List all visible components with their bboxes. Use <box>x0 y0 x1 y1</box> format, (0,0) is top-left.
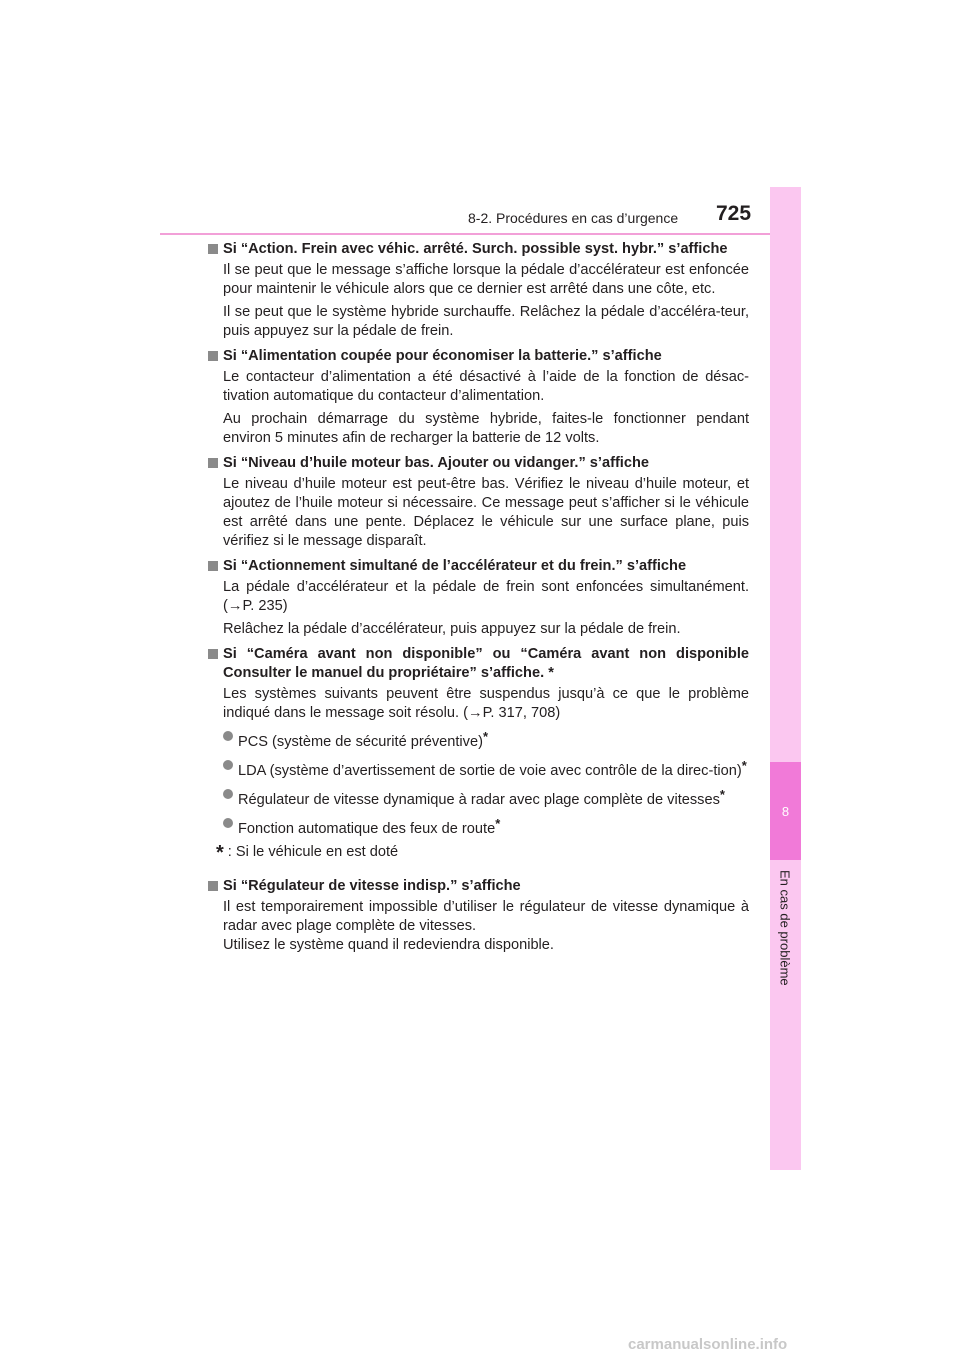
square-bullet-icon <box>208 561 218 571</box>
square-bullet-icon <box>208 244 218 254</box>
paragraph: Il se peut que le système hybride surchauffe. Relâchez la pédale d’accéléra-teur, puis appuyez sur la pédale de frein. <box>223 304 749 339</box>
list-item: LDA (système d’avertissement de sortie de voie avec contrôle de la direc-tion)* <box>238 756 749 781</box>
section-heading: Si “Caméra avant non disponible” ou “Caméra avant non disponible Consulter le manuel du propriétaire” s’affiche. * <box>223 645 749 683</box>
paragraph: La pédale d’accélérateur et la pédale de frein sont enfoncées simultanément. (→P. 235) <box>223 579 749 614</box>
round-bullet-icon <box>223 789 233 799</box>
message-section <box>208 877 749 955</box>
paragraph: Au prochain démarrage du système hybride, faites-le fonctionner pendant environ 5 minutes afin de recharger la batterie de 12 volts. <box>223 411 749 446</box>
message-section <box>208 240 749 341</box>
footnote-star: * <box>216 842 224 864</box>
header-divider <box>160 233 801 235</box>
message-section <box>208 557 749 639</box>
footnote-star: * <box>741 758 747 773</box>
footnote-star: * <box>482 729 489 744</box>
paragraph: Il est temporairement impossible d’utiliser le régulateur de vitesse dynamique à radar avec plage complète de vitesses. <box>223 899 749 934</box>
round-bullet-icon <box>223 731 233 741</box>
message-section <box>208 454 749 551</box>
page-number: 725 <box>716 202 752 225</box>
list-item: Fonction automatique des feux de route* <box>238 814 749 839</box>
section-heading: Si “Régulateur de vitesse indisp.” s’affiche <box>223 877 749 896</box>
round-bullet-icon <box>223 760 233 770</box>
section-heading: Si “Niveau d’huile moteur bas. Ajouter ou vidanger.” s’affiche <box>223 454 749 473</box>
paragraph: Le niveau d’huile moteur est peut-être bas. Vérifiez le niveau d’huile moteur, et ajoutez de l’huile moteur si nécessaire. Ce message peut s’afficher si le véhicule est arrêté dans une pente. Déplacez le véhicule sur une surface plane, puis vérifiez si le message disparaît. <box>223 476 749 549</box>
list-item: Régulateur de vitesse dynamique à radar avec plage complète de vitesses* <box>238 785 749 810</box>
chapter-title-vertical: En cas de problème <box>777 870 793 986</box>
watermark-text: carmanualsonline.info <box>628 1336 788 1353</box>
section-heading: Si “Actionnement simultané de l’accélérateur et du frein.” s’affiche <box>223 557 749 576</box>
page-content <box>208 240 749 961</box>
section-title: 8-2. Procédures en cas d’urgence <box>468 210 679 226</box>
paragraph: Relâchez la pédale d’accélérateur, puis appuyez sur la pédale de frein. <box>223 621 681 637</box>
footnote: * : Si le véhicule en est doté <box>216 842 399 864</box>
paragraph: Les systèmes suivants peuvent être suspendus jusqu’à ce que le problème indiqué dans le message soit résolu. (→P. 317, 708) <box>223 686 749 721</box>
paragraph: Le contacteur d’alimentation a été désactivé à l’aide de la fonction de désac-tivation automatique du contacteur d’alimentation. <box>223 369 749 404</box>
footnote-star: * <box>719 787 725 802</box>
paragraph: Il se peut que le message s’affiche lorsque la pédale d’accélérateur est enfoncée pour maintenir le véhicule alors que ce dernier est arrêté dans une côte, etc. <box>223 262 749 297</box>
square-bullet-icon <box>208 351 218 361</box>
square-bullet-icon <box>208 649 218 659</box>
footnote-star: * <box>495 816 501 831</box>
camera-section <box>208 645 749 863</box>
section-heading: Si “Action. Frein avec véhic. arrêté. Surch. possible syst. hybr.” s’affiche <box>223 240 749 259</box>
square-bullet-icon <box>208 881 218 891</box>
paragraph: Utilisez le système quand il redeviendra disponible. <box>223 937 554 953</box>
list-item: PCS (système de sécurité préventive)* <box>238 727 749 752</box>
message-section <box>208 347 749 448</box>
chapter-side-tab <box>770 187 801 1170</box>
section-heading: Si “Alimentation coupée pour économiser la batterie.” s’affiche <box>223 347 749 366</box>
square-bullet-icon <box>208 458 218 468</box>
chapter-number-tab: 8 <box>770 762 801 860</box>
round-bullet-icon <box>223 818 233 828</box>
